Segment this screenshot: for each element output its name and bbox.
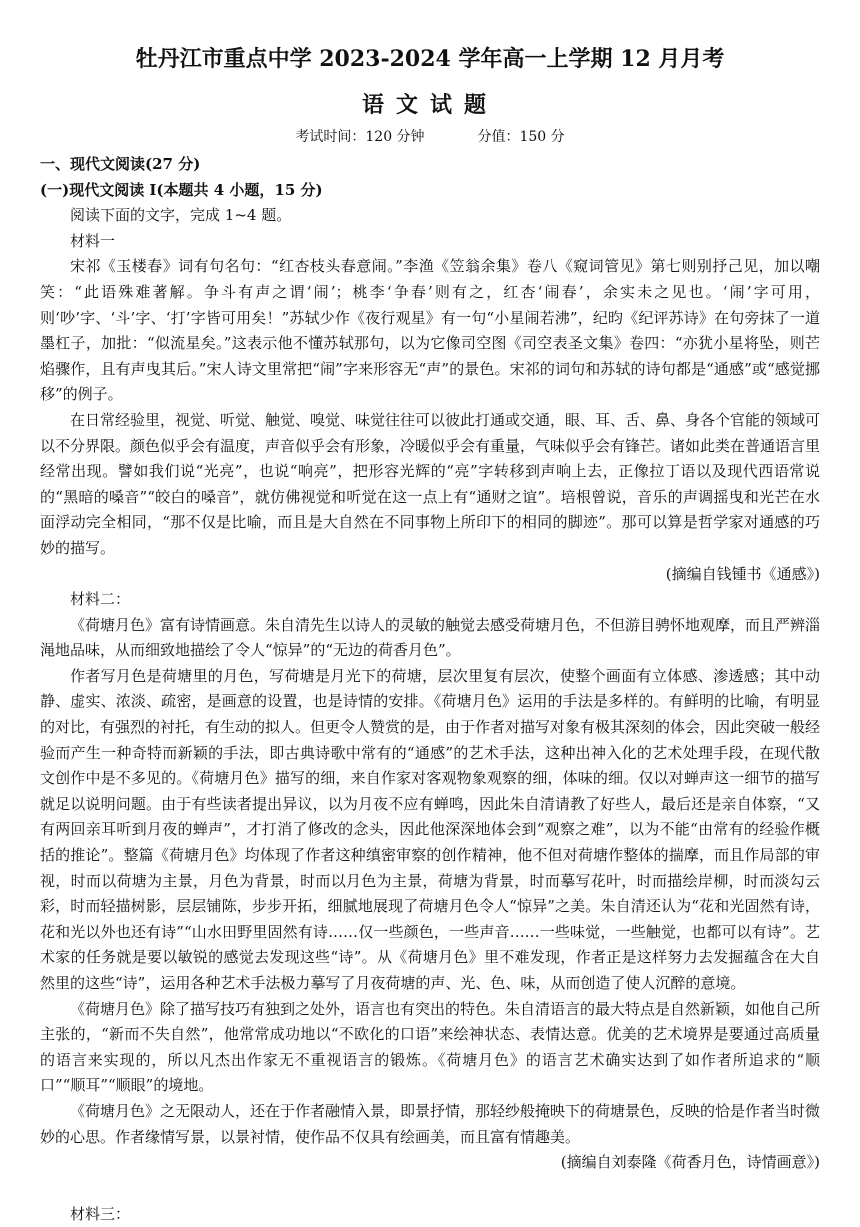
exam-info [40,126,820,148]
material-1-paragraph: 宋祁《玉楼春》词有句名句：“红杏枝头春意闹。”李渔《笠翁余集》卷八《窥词管见》第七则别抒己见，加以嘲笑：“此语殊难著解。争斗有声之谓‘闹’；桃李‘争春’则有之，红杏‘闹春’，余实未之见也。‘闹’字可用，则‘吵’字、‘斗’字、‘打’字皆可用矣！”苏轼少作《夜行观星》有一句“小星闹若沸”，纪昀《纪评苏诗》在句旁抹了一道墨杠子，加批：“似流星矣。”这表示他不懂苏轼那句，以为它像司空图《司空表圣文集》卷四：“亦犹小星将坠，则芒焰骤作，且有声曳其后。”宋人诗文里常把“闹”字来形容无“声”的景色。宋祁的词句和苏轼的诗句都是“通感”或“感觉挪移”的例子。 [40,257,820,404]
exam-time: 考试时间：120 分钟 [295,129,425,145]
section-heading: 一、现代文阅读(27 分) [40,155,201,173]
material-2-source: (摘编自刘泰隆《荷香月色，诗情画意》) [560,1153,820,1172]
material-2-paragraph: 《荷塘月色》富有诗情画意。朱自清先生以诗人的灵敏的触觉去感受荷塘月色，不但游目骋怀地观摩，而且严辨淄渑地品味，从而细致地描绘了令人“惊异”的“无边的荷香月色”。 [40,615,821,660]
exam-title: 牡丹江市重点中学 2023-2024 学年高一上学期 12 月月考 [135,46,725,72]
sub-section-heading: (一)现代文阅读 I(本题共 4 小题，15 分) [40,180,323,199]
material-1-label: 材料一 [70,231,116,250]
material-2-paragraph: 作者写月色是荷塘里的月色，写荷塘是月光下的荷塘，层次里复有层次，使整个画面有立体感、渗透感；其中动静、虚实、浓淡、疏密，是画意的设置，也是诗情的安排。《荷塘月色》运用的手法是多样的。有鲜明的比喻，有明显的对比，有强烈的衬托，有生动的拟人。但更令人赞赏的是，由于作者对描写对象有极其深刻的体会，因此突破一般经验而产生一种奇特而新颖的手法，即古典诗歌中常有的“通感”的艺术手法，这种出神入化的艺术处理手段，在现代散文创作中是不多见的。《荷塘月色》描写的细，来自作家对客观物象观察的细，体味的细。仅以对蝉声这一细节的描写就足以说明问题。由于有些读者提出异议，以为月夜不应有蝉鸣，因此朱自清请教了好些人，最后还是亲自体察，“又有两回亲耳听到月夜的蝉声”，才打消了修改的念头，因此他深深地体会到“观察之难”，以为不能“由常有的经验作概括的推论”。整篇《荷塘月色》均体现了作者这种缜密审察的创作精神，他不但对荷塘作整体的揣摩，而且作局部的审视，时而以荷塘为主景，月色为背景，时而以月色为主景，荷塘为背景，时而摹写花叶，时而描绘岸柳，时而淡勾云彩，时而轻描树影，层层铺陈，步步开拓，细腻地展现了荷塘月色令人“惊异”之美。朱自清还认为“花和光固然有诗，花和光以外也还有诗”“山水田野里固然有诗……仅一些颜色，一些声音……一些味觉，一些触觉，也都可以有诗”。艺术家的任务就是要以敏锐的感觉去发现这些“诗”。从《荷塘月色》里不难发现，作者正是这样努力去发掘蕴含在大自然里的这些“诗”，运用各种艺术手法极力摹写了月夜荷塘的声、光、色、味，从而创造了使人沉醉的意境。 [40,666,821,992]
instruction: 阅读下面的文字，完成 1~4 题。 [70,206,292,225]
material-1-source: (摘编自钱锺书《通感》) [665,564,820,583]
material-3-label: 材料三： [70,1204,131,1223]
exam-score: 分值：150 分 [477,129,565,145]
material-2-label: 材料二： [70,590,131,609]
material-2-paragraph: 《荷塘月色》之无限动人，还在于作者融情入景，即景抒情，那轻纱般掩映下的荷塘景色，反映的恰是作者当时微妙的心思。作者缘情写景，以景衬情，使作品不仅具有绘画美，而且富有情趣美。 [40,1101,821,1146]
material-2-paragraph: 《荷塘月色》除了描写技巧有独到之处外，语言也有突出的特色。朱自清语言的最大特点是自然新颖，如他自己所主张的，“新而不失自然”，他常常成功地以“不欧化的口语”来绘神状态、表情达意。优美的艺术境界是要通过高质量的语言来实现的，所以凡杰出作家无不重视语言的锻炼。《荷塘月色》的语言艺术确实达到了如作者所追求的“顺口”“顺耳”“顺眼”的境地。 [40,999,821,1095]
subject-title: 语文试题 [361,92,498,118]
material-1-paragraph: 在日常经验里，视觉、听觉、触觉、嗅觉、味觉往往可以彼此打通或交通，眼、耳、舌、鼻、身各个官能的领域可以不分界限。颜色似乎会有温度，声音似乎会有形象，冷暖似乎会有重量，气味似乎会有锋芒。诸如此类在普通语言里经常出现。譬如我们说“光亮”，也说“响亮”，把形容光辉的“亮”字转移到声响上去，正像拉丁语以及现代西语常说的“黑暗的嗓音”“皎白的嗓音”，就仿佛视觉和听觉在这一点上有“通财之谊”。培根曾说，音乐的声调摇曳和光芒在水面浮动完全相同，“那不仅是比喻，而且是大自然在不同事物上所印下的相同的脚迹”。那可以算是哲学家对通感的巧妙的描写。 [40,410,821,557]
